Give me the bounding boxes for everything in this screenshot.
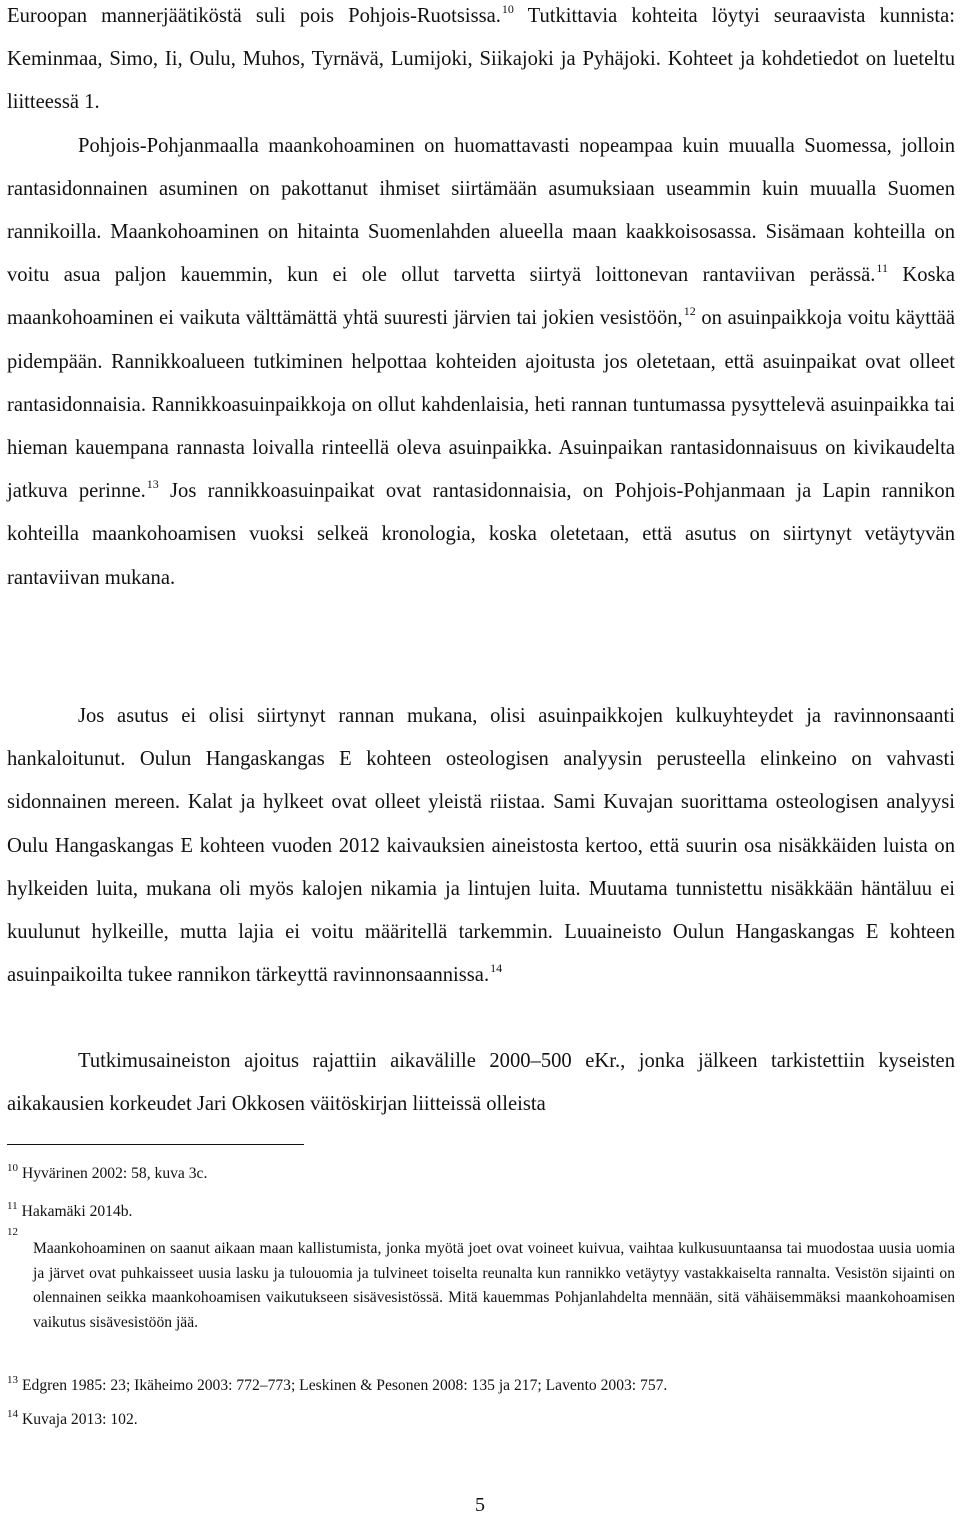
body-paragraph-3 <box>7 1040 955 1126</box>
paragraph-text: Koska maankohoaminen ei vaikuta välttämättä yhtä suuresti järvien tai jokien vesistöön, <box>7 264 955 330</box>
footnote-text: Kuvaja 2013: 102. <box>22 1411 138 1428</box>
footnote-11: 11 Hakamäki 2014b. <box>7 1200 133 1220</box>
paragraph-text: Jos asutus ei olisi siirtynyt rannan mukana, olisi asuinpaikkojen kulkuyhteydet ja ravinnonsaanti hankaloitunut. Oulun Hangaskangas E kohteen osteologisen analyysin perusteella elinkeino on vahvasti sidonnainen mereen. Kalat ja hylkeet ovat olleet yleistä riistaa. Sami Kuvajan suorittama osteologisen analyysi Oulu Hangaskangas E kohteen vuoden 2012 kaivauksien aineistosta kertoo, että suurin osa nisäkkäiden luista on hylkeiden luita, mukana oli myös kalojen nikamia ja lintujen luita. Muutama tunnistettu nisäkkään häntäluu ei kuulunut hylkeille, mutta lajia ei voitu määritellä tarkemmin. Luuaineisto Oulun Hangaskangas E kohteen asuinpaikoilta tukee rannikon tärkeyttä ravinnonsaannissa. <box>7 705 955 987</box>
footnote-reference-12[interactable]: 12 <box>683 304 696 319</box>
footnote-text: Hyvärinen 2002: 58, kuva 3c. <box>22 1165 208 1182</box>
footnote-number: 12 <box>7 1226 18 1238</box>
paragraph-text: Pohjois-Pohjanmaalla maankohoaminen on huomattavasti nopeampaa kuin muualla Suomessa, jolloin rantasidonnainen asuminen on pakottanut ihmiset siirtämään asumuksiaan useammin kuin muualla Suomen rannikoilla. Maankohoaminen on hitainta Suomenlahden alueella maan kaakkoisosassa. Sisämaan kohteilla on voitu asua paljon kauemmin, kun ei ole ollut tarvetta siirtyä loittonevan rantaviivan perässä. <box>7 134 955 287</box>
footnote-13: 13 Edgren 1985: 23; Ikäheimo 2003: 772–773; Leskinen & Pesonen 2008: 135 ja 217; Lavento 2003: 757. <box>7 1374 668 1394</box>
footnote-separator <box>7 1144 304 1145</box>
paragraph-text: Jos rannikkoasuinpaikat ovat rantasidonnaisia, on Pohjois-Pohjanmaan ja Lapin rannikon kohteilla maankohoamisen vuoksi selkeä kronologia, koska oletetaan, että asutus on siirtynyt vetäytyvän rantaviivan mukana. <box>7 480 955 589</box>
paragraph-text: Tutkittavia kohteita löytyi seuraavista kunnista: Keminmaa, Simo, Ii, Oulu, Muhos, Tyrnävä, Lumijoki, Siikajoki ja Pyhäjoki. Kohteet ja kohdetiedot on lueteltu liitteessä 1. <box>7 5 955 114</box>
footnote-14: 14 Kuvaja 2013: 102. <box>7 1408 138 1428</box>
footnote-reference-10[interactable]: 10 <box>501 2 514 16</box>
footnote-10: 10 Hyvärinen 2002: 58, kuva 3c. <box>7 1162 208 1182</box>
paragraph-text: Euroopan mannerjäätiköstä suli pois Pohjois-Ruotsissa. <box>7 5 501 27</box>
paragraph-text: on asuinpaikkoja voitu käyttää pidempään. Rannikkoalueen tutkiminen helpottaa kohteiden ajoitusta jos oletetaan, että asuinpaikat ovat olleet rantasidonnaisia. Rannikkoasuinpaikkoja on ollut kahdenlaisia, heti rannan tuntumassa pysyttelevä asuinpaikka tai hieman kauempana rannasta loivalla rinteellä oleva asuinpaikka. Asuinpaikan rantasidonnaisuus on kivikaudelta jatkuva perinne. <box>7 307 955 503</box>
footnote-reference-14[interactable]: 14 <box>490 961 503 976</box>
footnote-text: Hakamäki 2014b. <box>21 1203 133 1220</box>
footnote-text: Maankohoaminen on saanut aikaan maan kallistumista, jonka myötä joet ovat voineet kuivua, vaihtaa kulkusuuntaansa tai muodostaa uusia uomia ja järvet ovat puhkaisseet uusia lasku ja tulouomia ja tulvineet toiselta reunalta kun rannikko vetäytyy vastakkaiselta rannalta. Vesistön sijainti on olennainen seikka maankohoamisen vaikutukseen sisävesistössä. Mitä kauemmas Pohjanlahdelta mennään, sitä vähäisemmäksi maankohoamisen vaikutus sisävesistöön jää. <box>33 1240 955 1331</box>
body-paragraph-2 <box>7 695 955 997</box>
footnote-text: Edgren 1985: 23; Ikäheimo 2003: 772–773; Leskinen & Pesonen 2008: 135 ja 217; Lavento 2003: 757. <box>22 1377 668 1394</box>
footnote-12 <box>7 1226 955 1335</box>
footnote-reference-13[interactable]: 13 <box>146 477 159 492</box>
paragraph-text: Tutkimusaineiston ajoitus rajattiin aikavälille 2000–500 eKr., jonka jälkeen tarkistettiin kyseisten aikakausien korkeudet Jari Okkosen väitöskirjan liitteissä olleista <box>7 1050 955 1116</box>
body-paragraph-1 <box>7 0 955 600</box>
page-number: 5 <box>475 1494 485 1516</box>
footnote-reference-11[interactable]: 11 <box>876 261 888 276</box>
